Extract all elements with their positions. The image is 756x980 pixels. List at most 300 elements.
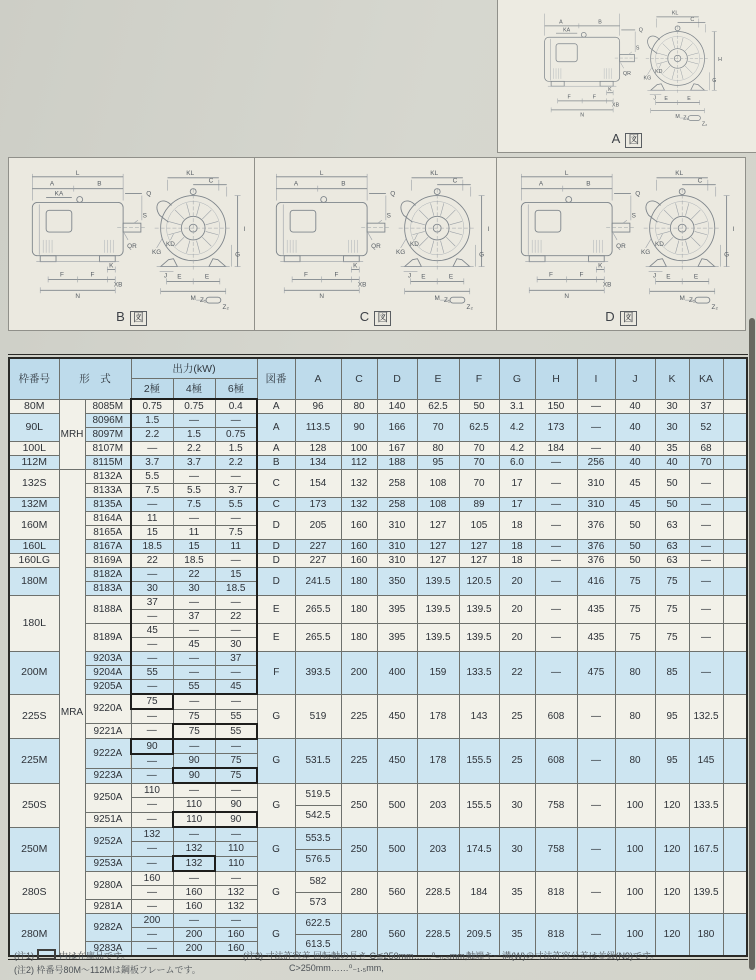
dim-cell: 90 [341,414,377,442]
output-cell: — [173,624,215,638]
output-cell: 7.5 [131,484,173,498]
figure-caption-a [498,131,756,148]
figure-ref-cell: G [257,827,295,871]
table-row [9,498,747,512]
output-cell: 22 [173,568,215,582]
dimension-label: Z₁ [689,297,696,305]
output-cell: 90 [173,754,215,769]
dimension-label: A [538,180,544,188]
dim-a-cell: 113.5 [295,414,341,442]
table-row [9,871,747,886]
zu-kanji: 図 [374,311,391,326]
dimension-label: M [190,295,196,303]
output-cell: — [173,596,215,610]
figure-caption-d [497,309,745,326]
output-cell: 37 [173,610,215,624]
output-cell: 22 [215,610,257,624]
dim-cell: 95 [655,694,689,739]
motor-drawing-a [505,3,749,127]
output-cell: 132 [173,842,215,857]
frame-cell: 180M [9,568,59,596]
output-cell: — [215,739,257,754]
dimension-label: F [90,271,94,279]
dimension-label: XB [357,281,367,289]
output-cell: 75 [173,724,215,739]
spacer-cell [723,554,747,568]
frame-cell: 160L [9,540,59,554]
dim-cell: 17 [499,470,535,498]
dim-a-cell: 531.5 [295,739,341,784]
dim-cell: 203 [417,783,459,827]
dimension-label: Q [635,190,641,198]
dim-cell: — [577,442,615,456]
dimension-label: C [452,177,458,185]
dimension-label: KL [675,169,684,177]
figure-ref-cell: A [257,414,295,442]
output-cell: 15 [131,526,173,540]
dim-a-cell: 96 [295,399,341,414]
series-cell: MRH [59,399,85,470]
dim-cell: 80 [615,652,655,695]
dim-a-part: 573 [296,892,341,913]
dim-cell: 70 [417,414,459,442]
motor-drawing-b [11,161,253,311]
output-cell: — [173,694,215,709]
dim-cell: 180 [341,568,377,596]
dim-cell: 20 [499,568,535,596]
dim-a-cell [295,871,341,914]
table-row [9,652,747,666]
footnote-3 [243,949,467,962]
spacer-cell [723,442,747,456]
dimension-label: Q [145,190,151,198]
dim-cell: 62.5 [459,414,499,442]
frame-cell: 90L [9,414,59,442]
figure-ref-cell: D [257,540,295,554]
output-cell: 110 [215,842,257,857]
output-cell: — [173,871,215,886]
output-cell: — [131,498,173,512]
motor-drawing-d [500,161,742,311]
dim-cell: 608 [535,739,577,784]
output-cell: 55 [173,680,215,695]
dim-cell: 35 [655,442,689,456]
model-cell: 9222A [85,739,131,769]
frame-cell: 250S [9,783,59,827]
dimension-label: KG [641,248,651,256]
model-cell: 8085M [85,399,131,414]
dim-cell: 108 [417,470,459,498]
dim-cell: 40 [615,399,655,414]
model-cell: 8164A [85,512,131,526]
dim-cell: 818 [535,914,577,957]
dim-a-cell: 227 [295,554,341,568]
output-cell: 0.4 [215,399,257,414]
col-header-dim-g: G [499,358,535,399]
dim-cell: — [535,596,577,624]
col-header-dim-c: C [341,358,377,399]
figure-ref-cell: G [257,783,295,827]
dim-cell: — [577,399,615,414]
dimension-label: F [592,94,596,101]
dim-cell: — [535,554,577,568]
dim-cell: 376 [577,512,615,540]
table-row [9,827,747,842]
footnote-3-line2 [289,963,384,974]
output-cell: — [131,842,173,857]
dim-a-part: 519.5 [305,788,331,800]
output-cell: — [215,914,257,928]
footnote-2 [14,963,201,976]
output-cell: 55 [215,709,257,724]
dim-cell: 6.0 [499,456,535,470]
output-cell: — [173,652,215,666]
output-cell: 110 [173,798,215,813]
dim-cell: 62.5 [417,399,459,414]
dim-cell: 95 [417,456,459,470]
frame-cell: 280M [9,914,59,957]
figure-box-c [254,157,497,331]
dim-cell: 45 [615,498,655,512]
output-cell: — [131,942,173,957]
spacer-cell [723,739,747,784]
dim-cell: 4.2 [499,442,535,456]
dim-cell: 89 [459,498,499,512]
spacer-cell [723,470,747,498]
col-header-dim-e: E [417,358,459,399]
output-cell: — [215,827,257,842]
dimension-label: Z₁ [199,297,206,305]
dim-cell: 30 [499,783,535,827]
dim-cell: 132.5 [689,694,723,739]
dimension-table-wrap [8,354,748,960]
table-row [9,470,747,484]
output-cell: 160 [131,871,173,886]
dim-cell: 50 [459,399,499,414]
spacer-cell [723,512,747,540]
output-cell: 132 [215,900,257,914]
dim-cell: 450 [377,694,417,739]
dim-cell: 4.2 [499,414,535,442]
output-cell: — [131,724,173,739]
dim-cell: 50 [615,554,655,568]
dimension-label: F [334,271,339,279]
output-cell: — [173,512,215,526]
dimension-table [8,357,748,957]
figure-ref-cell: G [257,739,295,784]
output-cell: — [173,470,215,484]
dimension-label: XB [602,281,612,289]
figure-caption-b [9,309,254,326]
output-cell: 11 [131,512,173,526]
output-cell: — [215,512,257,526]
dim-cell: 167 [377,442,417,456]
footnote-label: (注3) [243,951,263,961]
col-header-dim-f: F [459,358,499,399]
figure-ref-cell: E [257,596,295,624]
dim-cell: — [689,540,723,554]
dimension-label: KA [54,190,63,198]
dimension-label: G [724,251,730,259]
dim-cell: 500 [377,783,417,827]
output-cell: — [173,414,215,428]
dim-cell: 22 [499,652,535,695]
zu-kanji: 図 [130,311,147,326]
output-cell: 5.5 [131,470,173,484]
dimension-label: A [49,180,54,188]
output-cell: 15 [173,540,215,554]
model-cell: 9253A [85,856,131,871]
frame-cell: 250M [9,827,59,871]
dim-cell: 40 [615,456,655,470]
table-row [9,554,747,568]
dim-a-cell [295,783,341,827]
dim-cell: 395 [377,596,417,624]
dim-cell: 310 [377,512,417,540]
output-cell: 1.5 [173,428,215,442]
output-cell: 75 [215,754,257,769]
model-cell: 8096M [85,414,131,428]
dim-cell: 127 [459,540,499,554]
model-cell: 8133A [85,484,131,498]
dim-cell: 416 [577,568,615,596]
dimension-label: Z₁ [683,115,689,122]
output-cell: — [131,652,173,666]
spacer-cell [723,568,747,596]
dim-cell: — [689,652,723,695]
dim-cell: 310 [577,498,615,512]
dimension-label: C [690,16,695,23]
dim-cell: 133.5 [689,783,723,827]
dimension-label: G [479,251,485,259]
dim-cell: 435 [577,624,615,652]
dim-cell: 18 [499,512,535,540]
output-cell: 0.75 [131,399,173,414]
output-cell: 3.7 [173,456,215,470]
output-cell: 11 [173,526,215,540]
output-cell: 75 [173,709,215,724]
model-cell: 8182A [85,568,131,582]
dim-cell: 143 [459,694,499,739]
dimension-label: QR [623,70,631,77]
dim-cell: 256 [577,456,615,470]
output-cell: — [173,783,215,798]
zu-kanji: 図 [620,311,637,326]
dimension-label: KL [430,169,439,177]
dim-cell: 120 [655,871,689,914]
output-cell: 2.2 [131,428,173,442]
dim-cell: 75 [655,624,689,652]
col-header-dim-h: H [535,358,577,399]
footnote-label: (注2) [14,965,34,975]
dim-cell: 108 [417,498,459,512]
output-cell: 2.2 [215,456,257,470]
table-row [9,596,747,610]
output-cell: 45 [215,680,257,695]
figure-ref-cell: D [257,554,295,568]
output-cell: — [131,812,173,827]
dimension-label: N [74,293,80,301]
page-edge-shadow [749,318,755,970]
dim-cell: 350 [377,568,417,596]
figure-ref-cell: G [257,914,295,957]
table-row [9,512,747,526]
dim-cell: 127 [417,512,459,540]
dim-a-cell: 393.5 [295,652,341,695]
dim-cell: 70 [459,470,499,498]
dim-cell: 376 [577,554,615,568]
col-header-4pole: 4極 [173,379,215,400]
dim-cell: — [535,568,577,596]
dim-cell: 200 [341,652,377,695]
figure-ref-cell: D [257,512,295,540]
dimension-label: E [421,273,426,281]
output-cell: 1.5 [131,414,173,428]
dim-cell: 30 [655,414,689,442]
dimension-label: I [487,226,490,234]
output-cell: — [131,568,173,582]
dimension-label: A [559,19,563,26]
output-cell: 37 [131,596,173,610]
output-cell: — [131,638,173,652]
model-cell: 8132A [85,470,131,484]
dim-cell: 100 [615,914,655,957]
dimension-label: G [712,78,717,85]
output-cell: 160 [215,942,257,957]
output-cell: 45 [173,638,215,652]
dim-cell: 150 [535,399,577,414]
output-cell: 75 [215,768,257,783]
dim-cell: 127 [417,540,459,554]
frame-cell: 132S [9,470,59,498]
dim-cell: — [577,827,615,871]
output-cell: 45 [131,624,173,638]
frame-cell: 112M [9,456,59,470]
dim-a-part: 553.5 [305,832,331,844]
figure-ref-cell: A [257,442,295,456]
dimension-label: N [319,293,325,301]
frame-cell: 225S [9,694,59,739]
output-cell: 7.5 [215,526,257,540]
dim-cell: 40 [615,414,655,442]
dim-cell: 608 [535,694,577,739]
dim-cell: 166 [377,414,417,442]
dim-cell: 35 [499,914,535,957]
output-cell: 15 [215,568,257,582]
dim-a-cell: 241.5 [295,568,341,596]
output-cell: — [173,827,215,842]
output-cell: — [215,694,257,709]
model-cell: 9223A [85,768,131,783]
dim-a-cell: 154 [295,470,341,498]
frame-cell: 160M [9,512,59,540]
dim-cell: 80 [615,694,655,739]
dim-cell: 75 [655,568,689,596]
dimension-label: C [697,177,703,185]
model-cell: 8165A [85,526,131,540]
dimension-label: Z₁ [444,297,451,305]
dimension-label: KG [151,248,161,256]
output-cell: — [131,680,173,695]
dim-cell: 174.5 [459,827,499,871]
dim-cell: — [577,783,615,827]
frame-cell: 100L [9,442,59,456]
dim-cell: 70 [459,442,499,456]
spacer-cell [723,540,747,554]
footnote-text: 内は在庫品です。 [59,951,131,961]
spacer-cell [723,827,747,871]
dimension-label: S [631,212,636,220]
output-cell: — [173,666,215,680]
dim-cell: 50 [615,512,655,540]
dim-cell: 140 [377,399,417,414]
dim-cell: — [577,694,615,739]
footnote-text: 寸法許容差 回転軸の長さ C≦250mm……⁰₋₀.₅mm, [265,951,468,961]
dimension-label: B [586,180,591,188]
output-cell: 5.5 [215,498,257,512]
model-cell: 9283A [85,942,131,957]
output-cell: — [215,624,257,638]
dimension-label: J [163,272,167,280]
dim-cell: 145 [689,739,723,784]
dim-cell: 50 [655,470,689,498]
dim-cell: 139.5 [417,596,459,624]
dim-cell: — [577,914,615,957]
dim-cell: 70 [689,456,723,470]
spacer-cell [723,694,747,739]
dim-cell: 500 [377,827,417,871]
table-row [9,783,747,798]
dim-cell: 475 [577,652,615,695]
model-cell: 9251A [85,812,131,827]
figure-ref-cell: G [257,871,295,914]
output-cell: — [131,442,173,456]
dimension-label: K [598,262,603,270]
dim-cell: 100 [341,442,377,456]
dimension-label: KD [165,240,175,248]
output-cell: 1.5 [215,442,257,456]
output-cell: 5.5 [173,484,215,498]
col-header-output: 出力(kW) [131,358,257,379]
dim-a-part: 576.5 [296,849,341,870]
table-row [9,914,747,928]
dim-cell: 20 [499,624,535,652]
dim-cell: 80 [615,739,655,784]
frame-cell: 132M [9,498,59,512]
dim-cell: 180 [341,596,377,624]
dimension-label: M [675,114,680,121]
output-cell: 11 [215,540,257,554]
dimension-label: KD [655,240,664,248]
dim-cell: 45 [615,470,655,498]
frame-cell: 180L [9,596,59,652]
dimension-label: Z₂ [701,121,708,127]
dim-cell: — [689,568,723,596]
dim-cell: 120 [655,914,689,957]
model-cell: 9252A [85,827,131,856]
output-cell: 7.5 [173,498,215,512]
col-header-dim-d: D [377,358,417,399]
dim-cell: — [577,414,615,442]
output-cell: 110 [215,856,257,871]
dim-cell: 37 [689,399,723,414]
dim-cell: 120 [655,783,689,827]
output-cell: — [131,900,173,914]
dim-a-cell: 205 [295,512,341,540]
spacer-cell [723,624,747,652]
dim-cell: 120.5 [459,568,499,596]
dim-cell: 75 [615,624,655,652]
